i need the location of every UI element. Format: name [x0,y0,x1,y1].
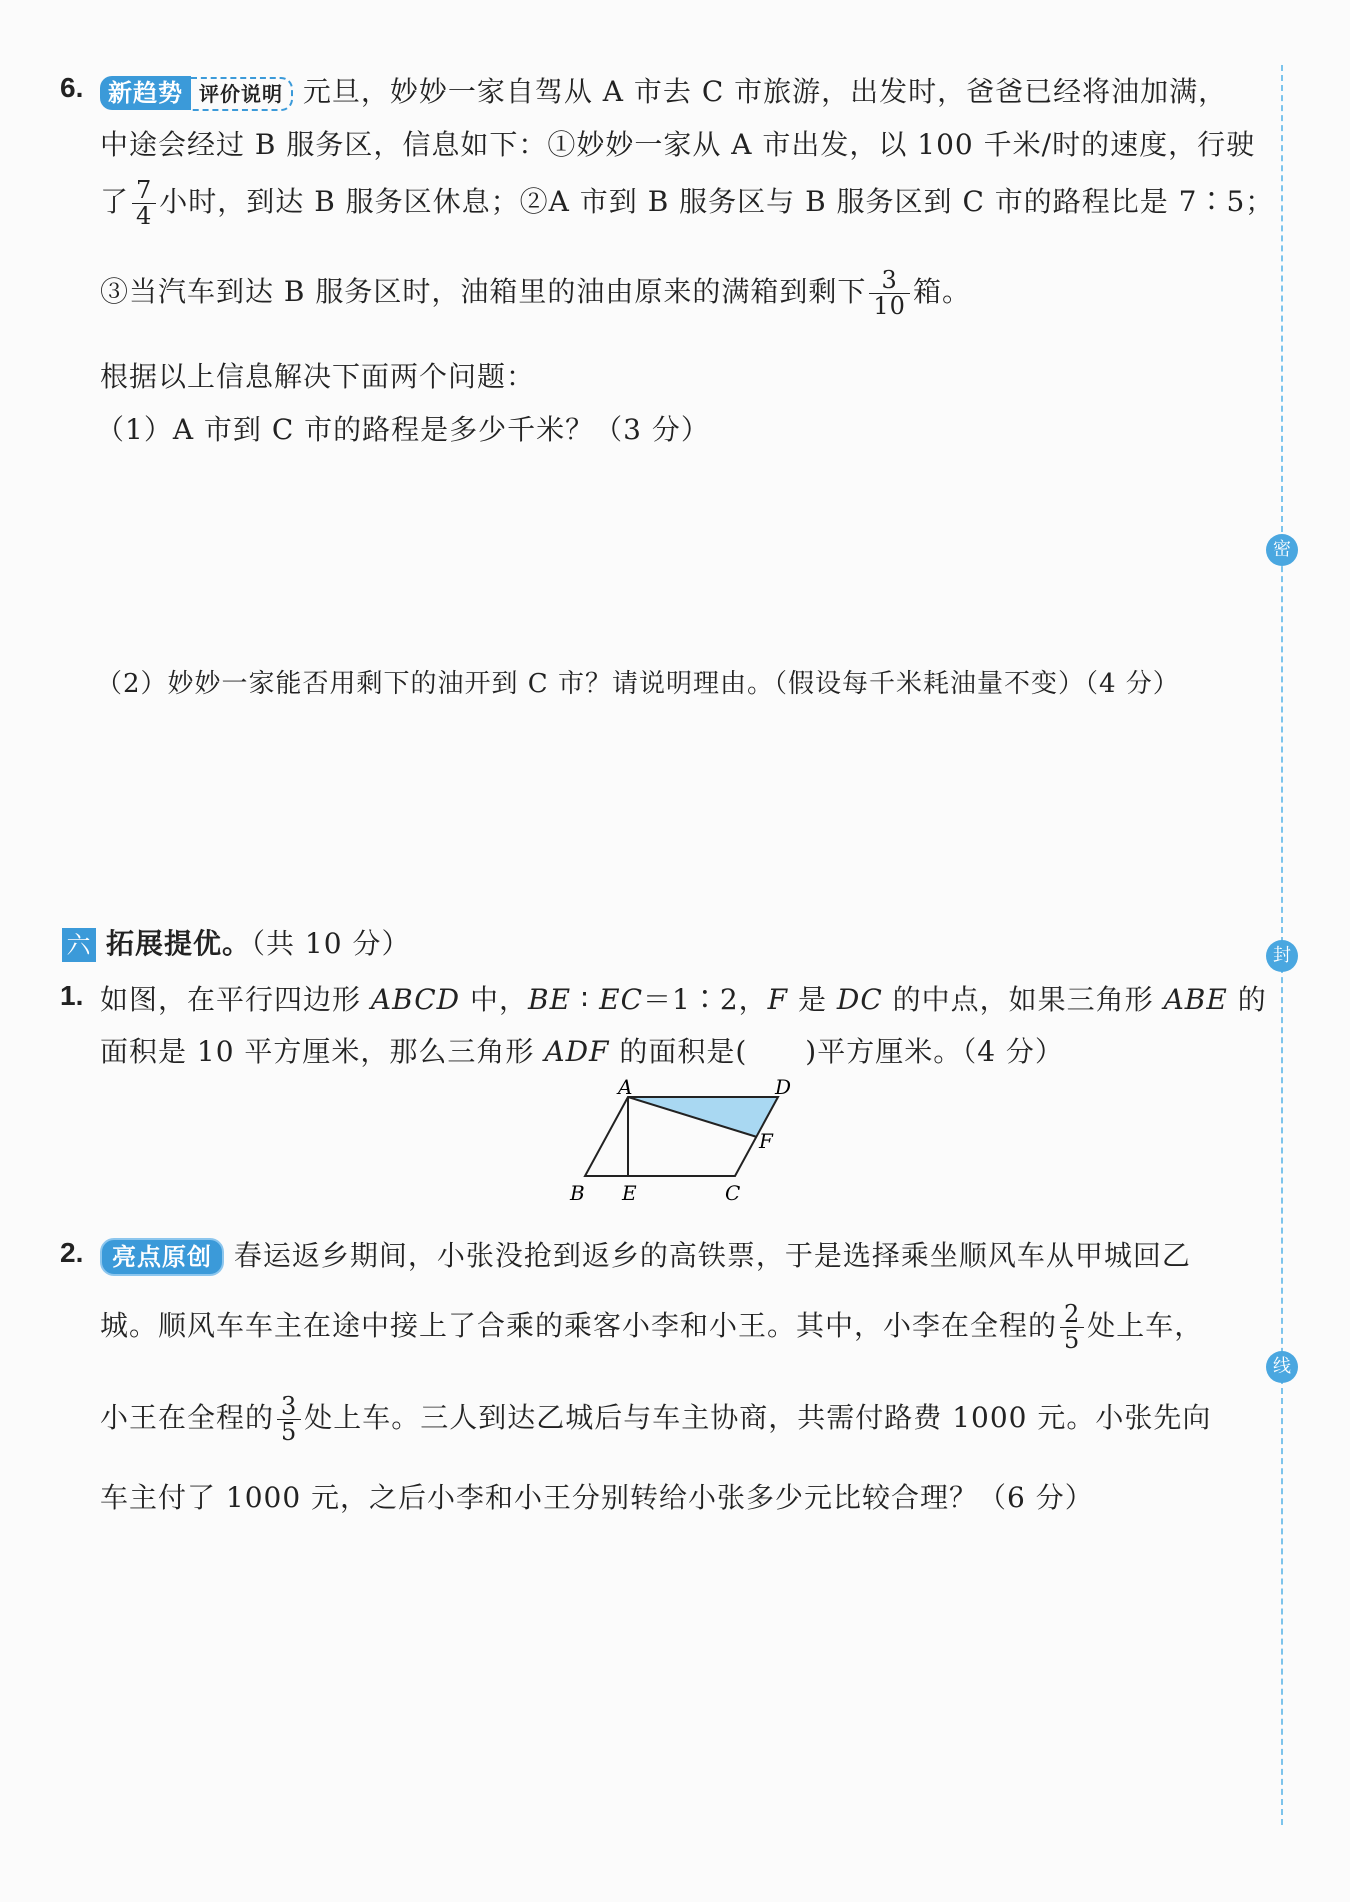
numerator: 7 [132,178,156,204]
fraction [869,268,910,319]
seal-mark-1: 密 [1266,534,1298,566]
evaluation-tag: 评价说明 [191,77,293,111]
text: 箱。 [912,275,971,309]
seal-mark-3: 线 [1266,1351,1298,1383]
problem-2-line-4: 车主付了 1000 元，之后小李和小王分别转给小张多少元比较合理？（6 分） [100,1481,1094,1514]
numerator: 2 [1060,1302,1084,1328]
problem-2-line-1 [100,1234,1191,1276]
section-badge: 六 [62,928,96,962]
math-var: ABE [1163,983,1228,1016]
numerator: 3 [869,268,910,294]
question-6-line-3 [100,178,1274,229]
text: ③当汽车到达 B 服务区时，油箱里的油由原来的满箱到剩下 [100,275,867,309]
math-var: F [767,983,789,1016]
question-6-line-2: 中途会经过 B 服务区，信息如下：①妙妙一家从 A 市出发，以 100 千米/时的速度，行驶 [100,128,1256,161]
denominator: 5 [281,1418,298,1447]
label-c: C [725,1181,741,1205]
problem-2-line-2 [100,1302,1203,1353]
math-var: EC [599,983,643,1016]
fraction [132,178,156,229]
question-6-line-4 [100,268,971,319]
problem-2-line-3 [100,1394,1211,1445]
text: 面积是 10 平方厘米，那么三角形 [100,1035,545,1068]
trend-tag: 新趋势 [100,76,191,110]
denominator: 5 [1064,1326,1081,1355]
text: ∶ [571,983,600,1016]
denominator: 10 [873,292,906,321]
text: 小王在全程的 [100,1401,275,1435]
parallelogram-figure [550,1075,800,1210]
math-var: BE [528,983,572,1016]
section-heading [62,922,410,962]
text: 城。顺风车车主在途中接上了合乘的乘客小李和小王。其中，小李在全程的 [100,1309,1058,1343]
question-6-line-1 [100,70,1227,111]
original-tag: 亮点原创 [100,1238,224,1276]
label-d: D [775,1075,792,1099]
sub-question-1: （1）A 市到 C 市的路程是多少千米？（3 分） [96,413,710,446]
math-var: ABCD [370,983,461,1016]
sub-question-2: （2）妙妙一家能否用剩下的油开到 C 市？请说明理由。（假设每千米耗油量不变）（4 分） [96,669,1180,699]
text: 如图，在平行四边形 [100,983,371,1016]
numerator: 3 [277,1394,301,1420]
seal-mark-2: 封 [1266,940,1298,972]
text: 的 [1227,983,1267,1016]
text: 的面积是( )平方厘米。（4 分） [609,1035,1064,1068]
label-a: A [618,1075,633,1099]
text: 元旦，妙妙一家自驾从 A 市去 C 市旅游，出发时，爸爸已经将油加满， [302,75,1228,108]
label-e: E [622,1181,637,1205]
section-title: 拓展提优。 [106,927,252,960]
text: 中， [460,983,529,1016]
fraction [1060,1302,1084,1353]
denominator: 4 [136,202,153,231]
text: ＝1∶2， [643,983,768,1016]
section-score: （共 10 分） [251,927,411,960]
math-var: ADF [544,1035,610,1068]
text: 的中点，如果三角形 [882,983,1164,1016]
text: 处上车。三人到达乙城后与车主协商，共需付路费 1000 元。小张先向 [304,1401,1212,1435]
label-f: F [759,1129,773,1153]
question-6-line-5: 根据以上信息解决下面两个问题： [100,360,536,393]
fraction [277,1394,301,1445]
text: 是 [788,983,837,1016]
question-number: 6. [60,72,84,103]
text: 了 [100,185,130,219]
problem-1-line-2 [100,1030,1064,1070]
math-var: DC [836,983,883,1016]
text: 春运返乡期间，小张没抢到返乡的高铁票，于是选择乘坐顺风车从甲城回乙 [233,1239,1191,1272]
question-number: 2. [60,1237,84,1268]
question-number: 1. [60,980,84,1011]
problem-1-line-1 [100,978,1267,1018]
text: 小时，到达 B 服务区休息；②A 市到 B 服务区与 B 服务区到 C 市的路程比是 7∶5； [159,185,1275,219]
text: 处上车， [1087,1309,1204,1343]
label-b: B [570,1181,585,1205]
